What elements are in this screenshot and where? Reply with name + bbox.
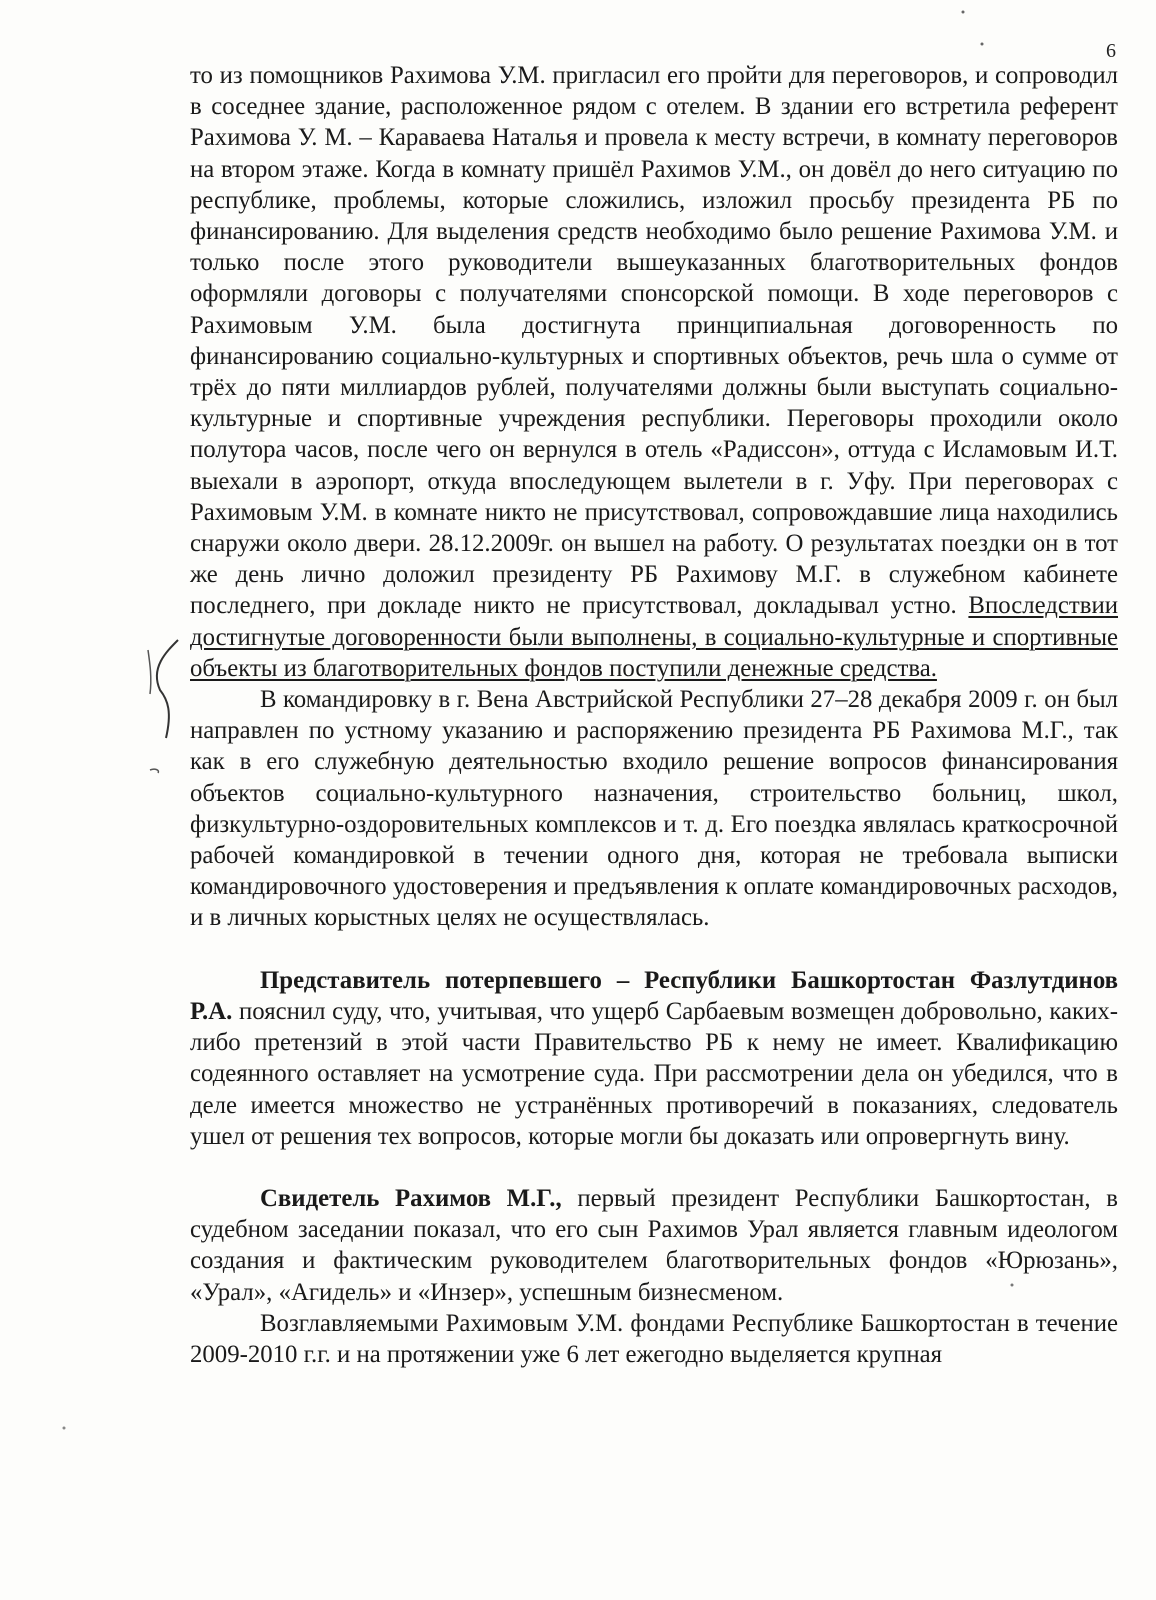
paragraph-text: первый президент Республики Башкортостан, в судебном заседании показал, что его сын Рахимов Урал является главным идеологом создания и фактическим руководителем благотворительных фондов «Юрюзань», «Урал», «Агидель» и «Инзер», успешным бизнесменом. (190, 1184, 1118, 1306)
document-body (190, 60, 1118, 1370)
paragraph-text: то из помощников Рахимова У.М. пригласил его пройти для переговоров, и сопроводил в соседнее здание, расположенное рядом с отелем. В здании его встретила референт Рахимова У. М. – Караваева Наталья и провела к месту встречи, в комнату переговоров на втором этаже. Когда в комнату пришёл Рахимов У.М., он довёл до него ситуацию по республике, проблемы, которые сложились, изложил просьбу президента РБ по финансированию. Для выделения средств необходимо было решение Рахимова У.М. и только после этого руководители вышеуказанных благотворительных фондов оформляли договоры с получателями спонсорской помощи. В ходе переговоров с Рахимовым У.М. была достигнута принципиальная договоренность по финансированию социально-культурных и спортивных объектов, речь шла о сумме от трёх до пяти миллиардов рублей, получателями должны были выступать социально-культурные и спортивные учреждения республики. Переговоры проходили около полутора часов, после чего он вернулся в отель «Радиссон», оттуда с Исламовым И.Т. выехали в аэропорт, откуда впоследующем вылетели в г. Уфу. При переговорах с Рахимовым У.М. в комнате никто не присутствовал, сопровождавшие лица находились снаружи около двери. 28.12.2009г. он вышел на работу. О результатах поездки он в тот же день лично доложил президенту РБ Рахимову М.Г. в служебном кабинете последнего, при докладе никто не присутствовал, докладывал устно. (190, 62, 1118, 620)
paragraph-funds: Возглавляемыми Рахимовым У.М. фондами Республике Башкортостан в течение 2009-2010 г.г. и на протяжении уже 6 лет ежегодно выделяется крупная (190, 1309, 1118, 1368)
margin-bracket-mark (157, 640, 178, 738)
witness-heading: Свидетель Рахимов М.Г., (260, 1184, 562, 1212)
spacer (190, 934, 1118, 965)
paragraph-negotiations (190, 60, 1118, 684)
page-number: 6 (1106, 40, 1116, 62)
scan-speck (962, 11, 965, 14)
paragraph-text: пояснил суду, что, учитывая, что ущерб Сарбаевым возмещен добровольно, каких-либо претензий в этой части Правительство РБ к нему не имеет. Квалификацию содеянного оставляет на усмотрение суда. При рассмотрении дела он убедился, что в деле имеется множество не устранённых противоречий в показаниях, следователь ушел от решения тех вопросов, которые могли бы доказать или опровергнуть вину. (190, 997, 1118, 1150)
scan-speck (981, 43, 984, 46)
margin-dot-mark (150, 769, 158, 773)
paragraph-vienna-trip: В командировку в г. Вена Австрийской Республики 27–28 декабря 2009 г. он был направлен по устному указанию и распоряжению президента РБ Рахимова М.Г., так как в его служебную деятельностью входило решение вопросов финансирования объектов социально-культурного назначения, строительство больниц, школ, физкультурно-оздоровительных комплексов и т. д. Его поездка являлась краткосрочной рабочей командировкой в течении одного дня, которая не требовала выписки командировочного удостоверения и предъявления к оплате командировочных расходов, и в личных корыстных целях не осуществлялась. (190, 686, 1118, 932)
paragraph-witness (190, 1183, 1118, 1308)
margin-tick-mark (148, 650, 151, 694)
representative-heading: Представитель потерпевшего – Республики Башкортостан Фазлутдинов Р.А. (190, 966, 1118, 1025)
underlined-passage: Впоследствии достигнутые договоренности были выполнены, в социально-культурные и спортивные объекты из благотворительных фондов поступили денежные средства. (190, 592, 1118, 682)
scan-speck (63, 1427, 66, 1430)
spacer (190, 1152, 1118, 1183)
paragraph-representative (190, 965, 1118, 1152)
